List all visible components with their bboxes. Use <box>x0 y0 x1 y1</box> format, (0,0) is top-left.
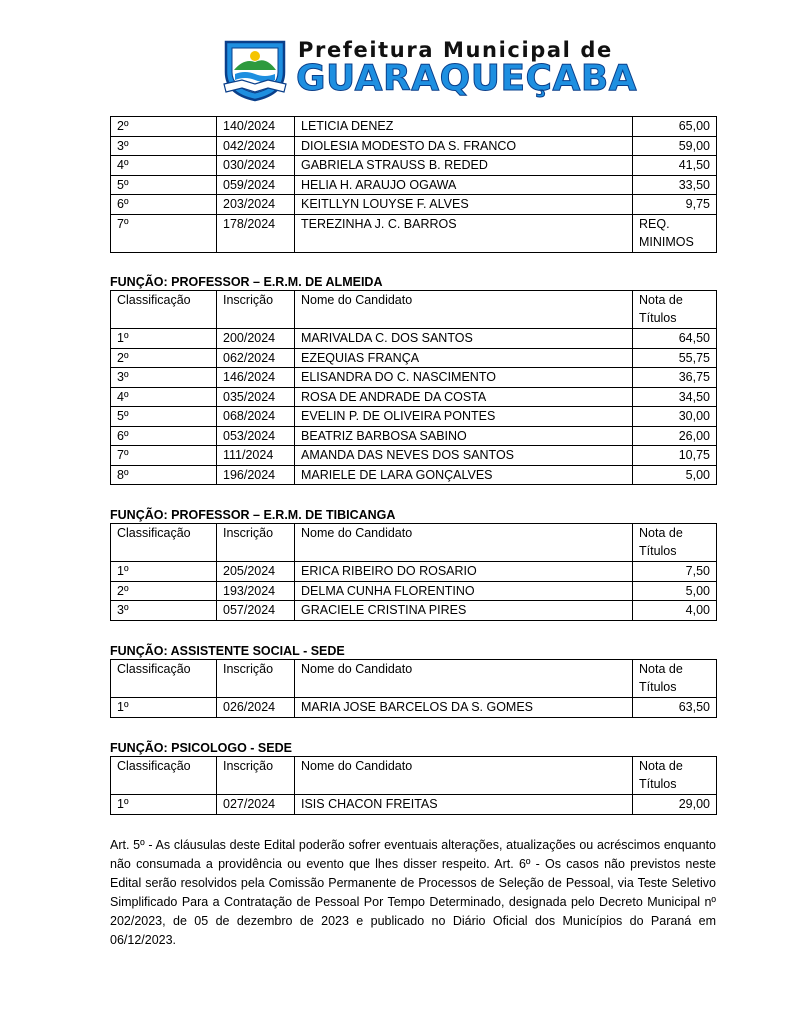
cell-nota: 65,00 <box>633 117 717 137</box>
results-section-almeida <box>110 274 716 485</box>
cell-classificacao: 4º <box>111 156 217 176</box>
cell-classificacao: 5º <box>111 175 217 195</box>
table-row <box>111 195 717 215</box>
cell-nome: ISIS CHACON FREITAS <box>295 795 633 815</box>
cell-inscricao: 146/2024 <box>217 368 295 388</box>
page-header <box>222 36 638 102</box>
table-row <box>111 368 717 388</box>
cell-classificacao: 1º <box>111 329 217 349</box>
cell-classificacao: 4º <box>111 387 217 407</box>
cell-classificacao: 1º <box>111 562 217 582</box>
header-inscricao: Inscrição <box>217 660 295 698</box>
cell-nome: MARIELE DE LARA GONÇALVES <box>295 465 633 485</box>
header-nome: Nome do Candidato <box>295 291 633 329</box>
cell-inscricao: 068/2024 <box>217 407 295 427</box>
results-table <box>110 756 717 815</box>
cell-nota: 5,00 <box>633 581 717 601</box>
cell-nome: ERICA RIBEIRO DO ROSARIO <box>295 562 633 582</box>
cell-classificacao: 6º <box>111 195 217 215</box>
header-nota: Nota de Títulos <box>633 757 717 795</box>
table-row <box>111 117 717 137</box>
cell-classificacao: 7º <box>111 214 217 252</box>
cell-nota: 30,00 <box>633 407 717 427</box>
results-section-continued <box>110 116 716 253</box>
header-inscricao: Inscrição <box>217 524 295 562</box>
header-nota: Nota de Títulos <box>633 660 717 698</box>
cell-nota: 4,00 <box>633 601 717 621</box>
header-classificacao: Classificação <box>111 524 217 562</box>
header-nota: Nota de Títulos <box>633 291 717 329</box>
table-row <box>111 562 717 582</box>
cell-classificacao: 1º <box>111 698 217 718</box>
cell-classificacao: 3º <box>111 601 217 621</box>
cell-inscricao: 205/2024 <box>217 562 295 582</box>
cell-nome: TEREZINHA J. C. BARROS <box>295 214 633 252</box>
table-header-row <box>111 291 717 329</box>
table-row <box>111 214 717 252</box>
cell-inscricao: 053/2024 <box>217 426 295 446</box>
cell-inscricao: 027/2024 <box>217 795 295 815</box>
cell-inscricao: 140/2024 <box>217 117 295 137</box>
cell-nota: 34,50 <box>633 387 717 407</box>
cell-nome: MARIA JOSE BARCELOS DA S. GOMES <box>295 698 633 718</box>
cell-nota: 29,00 <box>633 795 717 815</box>
cell-classificacao: 2º <box>111 581 217 601</box>
cell-nome: EVELIN P. DE OLIVEIRA PONTES <box>295 407 633 427</box>
cell-nota: 64,50 <box>633 329 717 349</box>
cell-inscricao: 062/2024 <box>217 348 295 368</box>
section-title: FUNÇÃO: PSICOLOGO - SEDE <box>110 741 292 755</box>
results-section-assistente-social <box>110 643 716 718</box>
table-row <box>111 698 717 718</box>
cell-inscricao: 057/2024 <box>217 601 295 621</box>
table-row <box>111 581 717 601</box>
cell-nome: ROSA DE ANDRADE DA COSTA <box>295 387 633 407</box>
cell-classificacao: 8º <box>111 465 217 485</box>
cell-classificacao: 6º <box>111 426 217 446</box>
cell-nome: LETICIA DENEZ <box>295 117 633 137</box>
table-row <box>111 601 717 621</box>
header-title-line2: GUARAQUEÇABA <box>296 58 638 99</box>
cell-inscricao: 059/2024 <box>217 175 295 195</box>
cell-nome: BEATRIZ BARBOSA SABINO <box>295 426 633 446</box>
results-section-psicologo <box>110 740 716 815</box>
cell-classificacao: 3º <box>111 368 217 388</box>
cell-nome: DELMA CUNHA FLORENTINO <box>295 581 633 601</box>
cell-nome: MARIVALDA C. DOS SANTOS <box>295 329 633 349</box>
header-inscricao: Inscrição <box>217 291 295 329</box>
cell-nota: 59,00 <box>633 136 717 156</box>
header-classificacao: Classificação <box>111 757 217 795</box>
cell-inscricao: 196/2024 <box>217 465 295 485</box>
results-table <box>110 290 717 485</box>
table-header-row <box>111 757 717 795</box>
cell-classificacao: 7º <box>111 446 217 466</box>
cell-nota: 7,50 <box>633 562 717 582</box>
cell-nome: HELIA H. ARAUJO OGAWA <box>295 175 633 195</box>
section-title: FUNÇÃO: ASSISTENTE SOCIAL - SEDE <box>110 644 345 658</box>
header-inscricao: Inscrição <box>217 757 295 795</box>
cell-nome: ELISANDRA DO C. NASCIMENTO <box>295 368 633 388</box>
cell-classificacao: 2º <box>111 117 217 137</box>
cell-nota: 33,50 <box>633 175 717 195</box>
header-nota: Nota de Títulos <box>633 524 717 562</box>
header-title-line1: Prefeitura Municipal de <box>298 38 613 62</box>
cell-nota: 10,75 <box>633 446 717 466</box>
header-classificacao: Classificação <box>111 291 217 329</box>
cell-nota: 55,75 <box>633 348 717 368</box>
cell-inscricao: 193/2024 <box>217 581 295 601</box>
table-row <box>111 426 717 446</box>
results-table <box>110 659 717 718</box>
cell-nome: DIOLESIA MODESTO DA S. FRANCO <box>295 136 633 156</box>
cell-nome: AMANDA DAS NEVES DOS SANTOS <box>295 446 633 466</box>
table-row <box>111 407 717 427</box>
municipal-crest-icon <box>222 36 288 102</box>
header-classificacao: Classificação <box>111 660 217 698</box>
table-row <box>111 348 717 368</box>
header-nome: Nome do Candidato <box>295 524 633 562</box>
cell-nome: GRACIELE CRISTINA PIRES <box>295 601 633 621</box>
table-row <box>111 175 717 195</box>
section-title: FUNÇÃO: PROFESSOR – E.R.M. DE ALMEIDA <box>110 275 383 289</box>
cell-nota: 5,00 <box>633 465 717 485</box>
cell-inscricao: 203/2024 <box>217 195 295 215</box>
cell-nota: 41,50 <box>633 156 717 176</box>
cell-nome: GABRIELA STRAUSS B. REDED <box>295 156 633 176</box>
cell-inscricao: 200/2024 <box>217 329 295 349</box>
table-row <box>111 795 717 815</box>
table-row <box>111 446 717 466</box>
cell-inscricao: 030/2024 <box>217 156 295 176</box>
cell-classificacao: 1º <box>111 795 217 815</box>
table-row <box>111 329 717 349</box>
results-table <box>110 116 717 253</box>
cell-nota: 26,00 <box>633 426 717 446</box>
cell-classificacao: 3º <box>111 136 217 156</box>
table-header-row <box>111 524 717 562</box>
section-title: FUNÇÃO: PROFESSOR – E.R.M. DE TIBICANGA <box>110 508 396 522</box>
table-row <box>111 465 717 485</box>
cell-nota: 63,50 <box>633 698 717 718</box>
cell-inscricao: 178/2024 <box>217 214 295 252</box>
table-row <box>111 156 717 176</box>
cell-nome: KEITLLYN LOUYSE F. ALVES <box>295 195 633 215</box>
closing-paragraph: Art. 5º - As cláusulas deste Edital poderão sofrer eventuais alterações, atualizações ou acréscimos enquanto não consumada a providência ou evento que lhes disser respeito. Art. 6º - Os casos não previstos neste Edital serão resolvidos pela Comissão Permanente de Processos de Seleção de Pessoal, via Teste Seletivo Simplificado Para a Contratação de Pessoal Por Tempo Determinado, designada pelo Decreto Municipal nº 202/2023, de 05 de dezembro de 2023 e publicado no Diário Oficial dos Municípios do Paraná em 06/12/2023. <box>110 838 716 947</box>
results-table <box>110 523 717 621</box>
results-section-tibicanga <box>110 507 716 621</box>
table-row <box>111 136 717 156</box>
cell-inscricao: 111/2024 <box>217 446 295 466</box>
cell-classificacao: 2º <box>111 348 217 368</box>
cell-nota: 9,75 <box>633 195 717 215</box>
cell-nota: 36,75 <box>633 368 717 388</box>
header-nome: Nome do Candidato <box>295 660 633 698</box>
cell-inscricao: 042/2024 <box>217 136 295 156</box>
cell-classificacao: 5º <box>111 407 217 427</box>
cell-nome: EZEQUIAS FRANÇA <box>295 348 633 368</box>
table-row <box>111 387 717 407</box>
cell-nota: REQ. MINIMOS <box>633 214 717 252</box>
header-nome: Nome do Candidato <box>295 757 633 795</box>
cell-inscricao: 035/2024 <box>217 387 295 407</box>
cell-inscricao: 026/2024 <box>217 698 295 718</box>
table-header-row <box>111 660 717 698</box>
